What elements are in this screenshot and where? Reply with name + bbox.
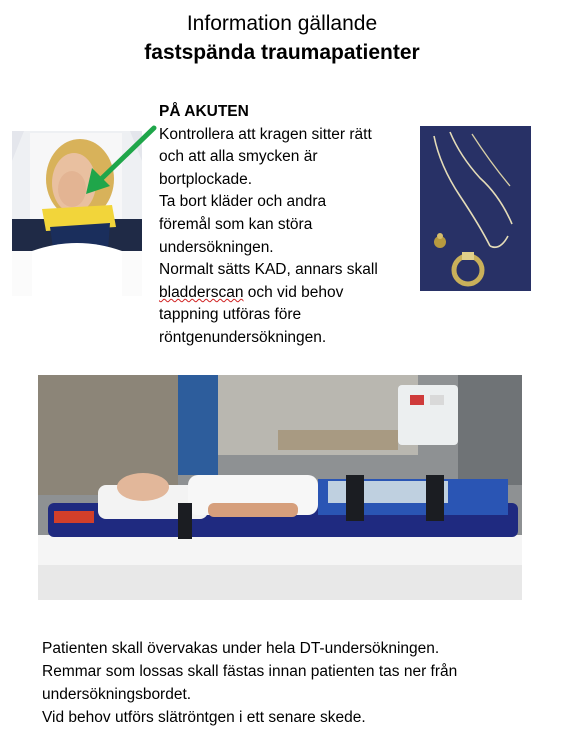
arrow-icon — [82, 124, 158, 196]
akuten-line: röntgenundersökningen. — [159, 328, 327, 346]
info-line: Patienten skall övervakas under hela DT-undersökningen. — [42, 640, 440, 657]
akuten-line: undersökningen. — [159, 238, 274, 256]
monitoring-info — [42, 637, 542, 729]
jewelry-photo — [420, 126, 531, 291]
info-line: undersökningsbordet. — [42, 686, 192, 703]
akuten-line: bortplockade. — [159, 170, 253, 188]
akuten-line: Ta bort kläder och andra — [159, 193, 327, 211]
akuten-line: Normalt sätts KAD, annars skall — [159, 261, 378, 279]
akuten-line: tappning utföras före — [159, 306, 302, 324]
page-title-line1: Information gällande — [186, 12, 378, 35]
akuten-section — [159, 101, 414, 350]
akuten-line: Kontrollera att kragen sitter rätt — [159, 125, 372, 143]
akuten-line-bladderscan: bladderscan och vid behov — [159, 283, 344, 301]
page-title-line2: fastspända traumapatienter — [144, 41, 420, 64]
trauma-patient-photo — [38, 375, 522, 600]
akuten-heading: PÅ AKUTEN — [159, 103, 249, 120]
spellcheck-word: bladderscan — [159, 283, 244, 301]
akuten-line: och att alla smycken är — [159, 148, 318, 166]
info-line: Remmar som lossas skall fästas innan patienten tas ner från — [42, 663, 458, 680]
akuten-line: föremål som kan störa — [159, 215, 313, 233]
info-line: Vid behov utförs slätröntgen i ett senare skede. — [42, 709, 366, 726]
